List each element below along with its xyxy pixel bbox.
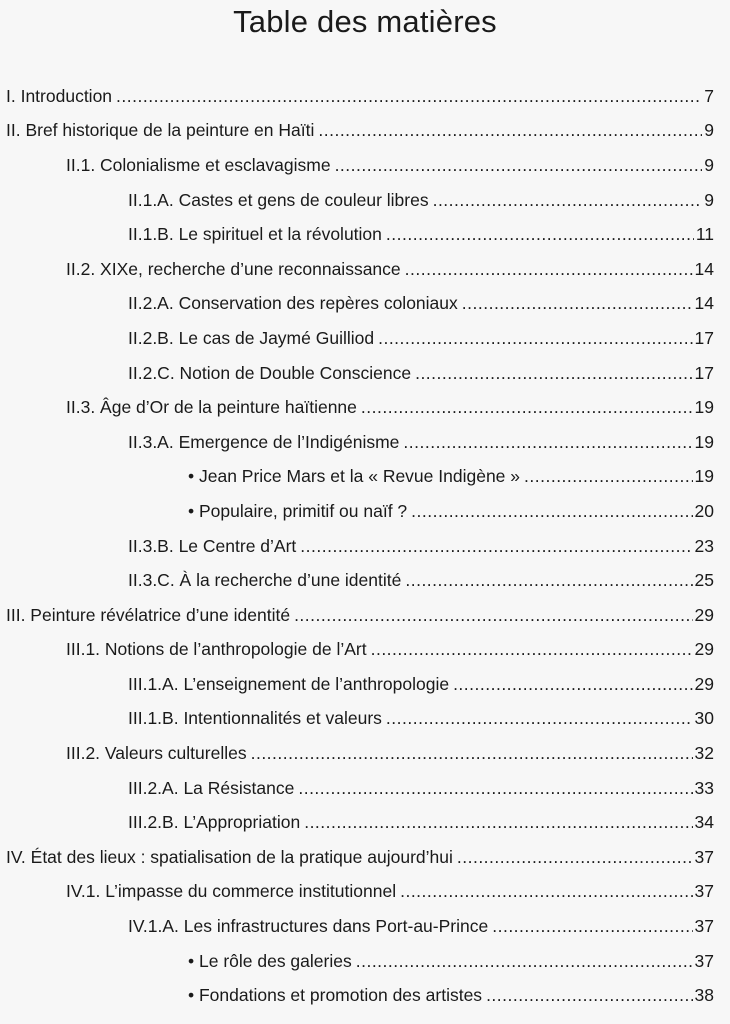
- toc-entry-page: 23: [694, 535, 714, 556]
- toc-entry[interactable]: [0, 529, 730, 564]
- dot-leader: [318, 120, 702, 141]
- toc-entry-page: 34: [694, 812, 714, 833]
- toc-entry-label: II.2.C. Notion de Double Conscience: [128, 362, 412, 383]
- toc-entry[interactable]: [0, 356, 730, 391]
- toc-entry-label: II.3.C. À la recherche d’une identité: [128, 570, 402, 591]
- toc-entry-label: IV. État des lieux : spatialisation de la pratique aujourd’hui: [6, 846, 453, 867]
- toc-entry[interactable]: [0, 148, 730, 183]
- toc-entry-label: II.2. XIXe, recherche d’une reconnaissance: [66, 258, 401, 279]
- dot-leader: [294, 605, 692, 626]
- toc-entry-label: III.2.B. L’Appropriation: [128, 812, 301, 833]
- toc-entry-label: III.1.B. Intentionnalités et valeurs: [128, 708, 382, 729]
- dot-leader: [486, 985, 692, 1006]
- toc-entry-page: 9: [704, 189, 714, 210]
- toc-entry-page: 14: [694, 258, 714, 279]
- dot-leader: [405, 570, 692, 591]
- toc-entry-page: 19: [694, 466, 714, 487]
- toc-entry-page: 9: [704, 154, 714, 175]
- toc-entry-label: III.1.A. L’enseignement de l’anthropologie: [128, 673, 450, 694]
- dot-leader: [335, 155, 703, 176]
- toc-entry-page: 30: [694, 708, 714, 729]
- toc-entry-page: 7: [704, 85, 714, 106]
- toc-entry-page: 29: [694, 639, 714, 660]
- dot-leader: [403, 432, 692, 453]
- toc-entry[interactable]: [0, 563, 730, 598]
- dot-leader: [116, 86, 702, 107]
- toc-entry[interactable]: [0, 79, 730, 114]
- toc-entry-label: • Le rôle des galeries: [188, 950, 352, 971]
- toc-entry-page: 32: [694, 743, 714, 764]
- dot-leader: [415, 363, 692, 384]
- dot-leader: [298, 778, 692, 799]
- toc-entry-label: I. Introduction: [6, 85, 113, 106]
- dot-leader: [405, 259, 693, 280]
- dot-leader: [386, 708, 693, 729]
- toc-entry[interactable]: [0, 875, 730, 910]
- toc-entry-page: 37: [694, 916, 714, 937]
- dot-leader: [433, 190, 703, 211]
- toc-entry[interactable]: [0, 390, 730, 425]
- toc-entry-label: • Jean Price Mars et la « Revue Indigène »: [188, 466, 521, 487]
- toc-entry-label: II.1. Colonialisme et esclavagisme: [66, 154, 331, 175]
- toc-entry-label: IV.1. L’impasse du commerce institutionnel: [66, 881, 397, 902]
- dot-leader: [251, 743, 693, 764]
- toc-entry-label: II.2.B. Le cas de Jaymé Guilliod: [128, 327, 375, 348]
- dot-leader: [492, 916, 692, 937]
- toc-entry-page: 37: [694, 846, 714, 867]
- dot-leader: [524, 466, 693, 487]
- toc-entry[interactable]: [0, 633, 730, 668]
- toc-entry[interactable]: [0, 736, 730, 771]
- toc-entry[interactable]: [0, 460, 730, 495]
- page-title: Table des matières: [233, 4, 497, 39]
- toc-entry-label: II.3.A. Emergence de l’Indigénisme: [128, 431, 400, 452]
- toc-entry[interactable]: [0, 287, 730, 322]
- dot-leader: [304, 812, 692, 833]
- toc-entry[interactable]: [0, 494, 730, 529]
- toc-entry-label: III.1. Notions de l’anthropologie de l’Art: [66, 639, 367, 660]
- toc-entry-label: • Populaire, primitif ou naïf ?: [188, 500, 408, 521]
- toc-entry[interactable]: [0, 598, 730, 633]
- toc-entry-page: 29: [694, 673, 714, 694]
- toc-entry-label: II.2.A. Conservation des repères coloniaux: [128, 293, 458, 314]
- toc-entry-page: 14: [694, 293, 714, 314]
- toc-entry[interactable]: [0, 667, 730, 702]
- dot-leader: [300, 536, 692, 557]
- toc-entry[interactable]: [0, 217, 730, 252]
- toc-entry-label: II.3.B. Le Centre d’Art: [128, 535, 297, 556]
- toc-entry[interactable]: [0, 183, 730, 218]
- toc-entry-label: • Fondations et promotion des artistes: [188, 985, 483, 1006]
- toc-entry[interactable]: [0, 771, 730, 806]
- toc-entry-page: 20: [694, 500, 714, 521]
- toc-entry-page: 33: [694, 777, 714, 798]
- dot-leader: [371, 639, 693, 660]
- dot-leader: [411, 501, 692, 522]
- toc-entry-label: II.1.B. Le spirituel et la révolution: [128, 224, 382, 245]
- toc-entry-label: III.2. Valeurs culturelles: [66, 743, 247, 764]
- toc-entry[interactable]: [0, 909, 730, 944]
- dot-leader: [457, 847, 693, 868]
- toc-entry-label: II.1.A. Castes et gens de couleur libres: [128, 189, 429, 210]
- toc-entry[interactable]: [0, 805, 730, 840]
- toc-entry[interactable]: [0, 252, 730, 287]
- toc-entry-page: 17: [694, 362, 714, 383]
- toc-entry-page: 38: [694, 985, 714, 1006]
- dot-leader: [386, 224, 694, 245]
- toc-entry-page: 19: [694, 431, 714, 452]
- toc-entry[interactable]: [0, 114, 730, 149]
- dot-leader: [361, 397, 693, 418]
- dot-leader: [400, 881, 692, 902]
- toc-entry-page: 9: [704, 120, 714, 141]
- toc-entry-page: 17: [694, 327, 714, 348]
- toc-entry-page: 11: [695, 224, 714, 245]
- toc-entry[interactable]: [0, 321, 730, 356]
- toc-entry[interactable]: [0, 944, 730, 979]
- toc-entry[interactable]: [0, 840, 730, 875]
- toc-entry[interactable]: [0, 978, 730, 1013]
- dot-leader: [462, 293, 693, 314]
- toc-entry-label: III. Peinture révélatrice d’une identité: [6, 604, 291, 625]
- dot-leader: [453, 674, 692, 695]
- toc-entry-page: 25: [694, 570, 714, 591]
- toc-entry[interactable]: [0, 702, 730, 737]
- table-of-contents: [0, 79, 730, 1013]
- toc-entry-label: II. Bref historique de la peinture en Haïti: [6, 120, 315, 141]
- toc-entry-page: 29: [694, 604, 714, 625]
- dot-leader: [378, 328, 692, 349]
- toc-entry-page: 37: [694, 881, 714, 902]
- toc-entry-label: II.3. Âge d’Or de la peinture haïtienne: [66, 397, 357, 418]
- dot-leader: [356, 951, 693, 972]
- toc-entry-label: IV.1.A. Les infrastructures dans Port-au-Prince: [128, 916, 489, 937]
- toc-entry-page: 19: [694, 397, 714, 418]
- toc-entry-page: 37: [694, 950, 714, 971]
- toc-entry-label: III.2.A. La Résistance: [128, 777, 295, 798]
- toc-entry[interactable]: [0, 425, 730, 460]
